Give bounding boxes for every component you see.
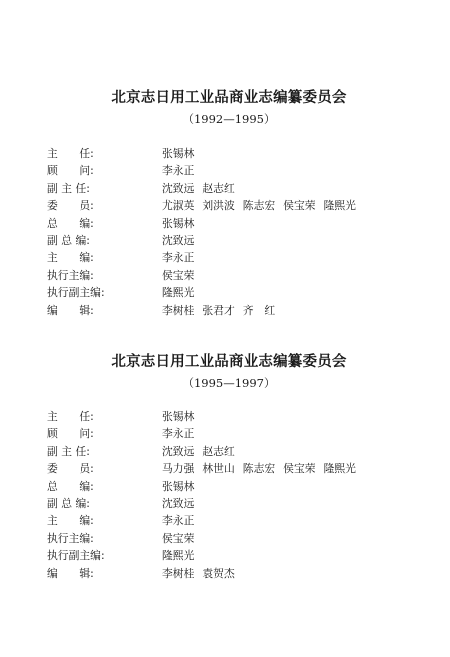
roster-row <box>0 180 450 197</box>
member-name: 林世山 <box>202 462 235 476</box>
member-name: 隆熙光 <box>323 462 356 476</box>
member-names <box>162 162 202 179</box>
member-names <box>162 512 202 529</box>
member-name: 李树桂 <box>162 566 195 580</box>
member-name: 李永正 <box>162 251 195 265</box>
member-names <box>162 530 202 547</box>
member-name: 齐 红 <box>242 303 276 317</box>
member-name: 张锡林 <box>162 410 195 423</box>
roster-row <box>0 495 450 512</box>
role-label: 副 总 编: <box>47 233 90 247</box>
role-label: 副 主 任: <box>47 444 90 458</box>
roster-row <box>0 425 450 442</box>
member-names <box>162 232 202 249</box>
role-label: 主 任: <box>47 410 94 423</box>
roster-row <box>0 249 450 266</box>
member-names <box>162 565 243 582</box>
roster-row <box>0 215 450 232</box>
member-name: 赵志红 <box>202 444 235 458</box>
roster-row <box>0 232 450 249</box>
roster-row <box>0 443 450 460</box>
member-names <box>162 145 202 162</box>
member-name: 赵志红 <box>202 181 235 195</box>
member-names <box>162 408 202 425</box>
role-label: 副 主 任: <box>47 181 90 195</box>
roster-row <box>0 478 450 495</box>
role-label: 执行主编: <box>47 268 94 282</box>
role-label: 执行副主编: <box>47 549 105 563</box>
role-label: 总 编: <box>47 216 94 230</box>
member-name: 尤淑英 <box>162 199 195 213</box>
member-names <box>162 547 202 564</box>
role-label: 主 编: <box>47 251 94 265</box>
member-name: 袁贺杰 <box>202 566 235 580</box>
member-name: 李永正 <box>162 427 195 441</box>
roster-row <box>0 530 450 547</box>
member-name: 沈致远 <box>162 496 195 510</box>
member-name: 陈志宏 <box>242 199 276 213</box>
role-label: 委 员: <box>47 462 94 476</box>
member-name: 侯宝荣 <box>283 462 316 476</box>
role-label: 主 任: <box>47 147 94 160</box>
roster-row <box>0 512 450 529</box>
member-names <box>162 197 364 214</box>
member-name: 陈志宏 <box>242 462 276 476</box>
member-name: 李永正 <box>162 164 195 178</box>
member-names <box>162 284 202 301</box>
member-name: 张锡林 <box>162 147 195 160</box>
committee-1995-1997 <box>0 352 450 580</box>
member-name: 侯宝荣 <box>162 531 195 545</box>
member-names <box>162 180 243 197</box>
member-name: 刘洪波 <box>202 199 235 213</box>
committee-title: 北京志日用工业品商业志编纂委员会 <box>111 354 347 370</box>
member-names <box>162 267 202 284</box>
roster-row <box>0 302 450 319</box>
role-label: 副 总 编: <box>47 496 90 510</box>
role-label: 主 编: <box>47 514 94 528</box>
roster-row <box>0 565 450 582</box>
member-name: 沈致远 <box>162 233 195 247</box>
committee-period: （1995—1997） <box>182 376 276 390</box>
member-name: 沈致远 <box>162 181 195 195</box>
role-label: 总 编: <box>47 479 94 493</box>
role-label: 委 员: <box>47 199 94 213</box>
roster-row <box>0 284 450 301</box>
member-name: 侯宝荣 <box>162 268 195 282</box>
committee-roster <box>0 145 450 319</box>
roster-row <box>0 460 450 477</box>
member-name: 隆熙光 <box>162 286 195 300</box>
roster-row <box>0 267 450 284</box>
committee-period: （1992—1995） <box>182 112 276 126</box>
member-name: 隆熙光 <box>323 199 356 213</box>
roster-row <box>0 162 450 179</box>
member-name: 张锡林 <box>162 479 195 493</box>
roster-row <box>0 197 450 214</box>
roster-row <box>0 145 450 162</box>
member-name: 沈致远 <box>162 444 195 458</box>
member-name: 李永正 <box>162 514 195 528</box>
member-names <box>162 495 202 512</box>
member-names <box>162 443 243 460</box>
committee-roster <box>0 408 450 582</box>
member-names <box>162 302 283 319</box>
role-label: 编 辑: <box>47 303 94 317</box>
member-names <box>162 249 202 266</box>
role-label: 顾 问: <box>47 427 94 441</box>
member-name: 李树桂 <box>162 303 195 317</box>
role-label: 执行副主编: <box>47 286 105 300</box>
role-label: 编 辑: <box>47 566 94 580</box>
member-name: 张锡林 <box>162 216 195 230</box>
member-name: 张君才 <box>202 303 235 317</box>
roster-row <box>0 547 450 564</box>
member-names <box>162 425 202 442</box>
member-name: 隆熙光 <box>162 549 195 563</box>
member-name: 侯宝荣 <box>283 199 316 213</box>
roster-row <box>0 408 450 425</box>
role-label: 顾 问: <box>47 164 94 178</box>
member-names <box>162 460 364 477</box>
committee-title: 北京志日用工业品商业志编纂委员会 <box>111 90 347 106</box>
committee-1992-1995 <box>0 88 450 317</box>
member-name: 马力强 <box>162 462 195 476</box>
member-names <box>162 478 202 495</box>
member-names <box>162 215 202 232</box>
role-label: 执行主编: <box>47 531 94 545</box>
